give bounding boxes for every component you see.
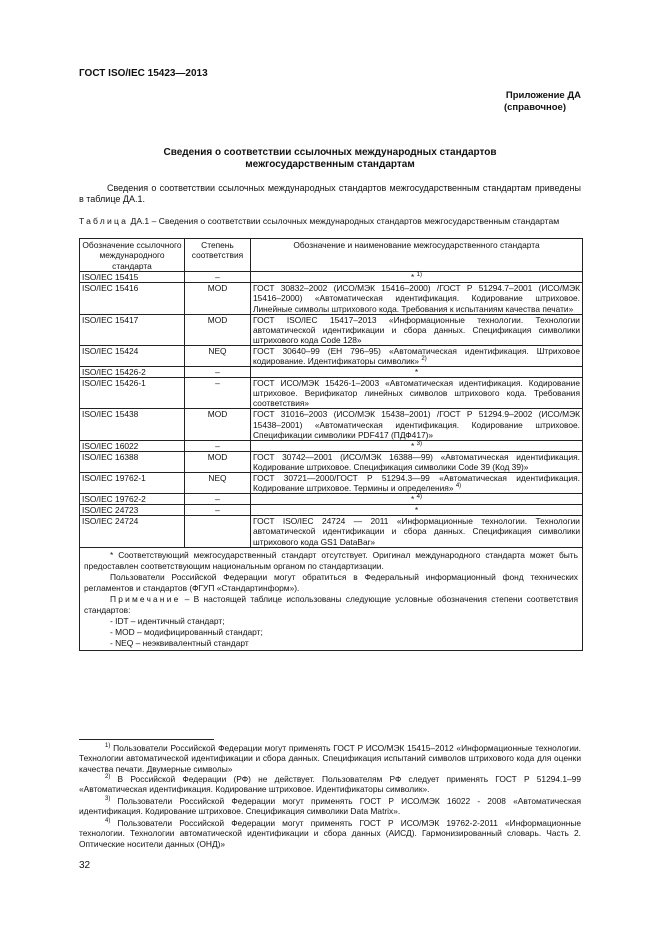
row-reference: ISO/IEC 19762-1 <box>80 473 185 494</box>
section-title-line2: межгосударственным стандартам <box>245 159 415 170</box>
footnote-2 <box>79 774 581 795</box>
note-star: * Соответствующий межгосударственный стандарт отсутствует. Оригинал международного стандарта может быть предоставлен соответствующим национальным органом по стандартизации. <box>84 549 578 571</box>
table-row <box>80 367 583 378</box>
header-reference: Обозначение ссылочного международного стандарта <box>80 239 185 272</box>
row-standard-text: * <box>411 440 415 451</box>
row-degree <box>185 516 251 547</box>
table-header-row <box>80 239 583 272</box>
row-degree: – <box>185 440 251 451</box>
row-standard <box>251 272 583 283</box>
footnote-4-number: 4) <box>105 818 111 824</box>
table-row <box>80 345 583 366</box>
header-standard: Обозначение и наименование межгосударственного стандарта <box>251 239 583 272</box>
row-standard <box>251 505 583 516</box>
note-item-mod: - MOD – модифицированный стандарт; <box>110 626 263 637</box>
footnote-1-number: 1) <box>105 743 111 749</box>
row-degree: NEQ <box>185 345 251 366</box>
row-standard <box>251 494 583 505</box>
footnote-4-text: Пользователи Российской Федерации могут применять ГОСТ Р ИСО/МЭК 19762-2-2011 «Информационные технологии. Технологии автоматической идентификации и сбора данных (АИСД). Гармонизированный словарь. Часть 2. Оптические носители данных (ОНД)» <box>79 818 582 849</box>
row-standard-text: ГОСТ 30742—2001 (ИСО/МЭК 16388—99) «Автоматическая идентификация. Кодирование штриховое. Спецификация символики Code 39 (Код 39)» <box>253 451 580 472</box>
footnote-3-text: Пользователи Российской Федерации могут применять ГОСТ Р ИСО/МЭК 16022 - 2008 «Автоматическая идентификация. Кодирование штриховое. Спецификация символики Data Matrix». <box>79 796 581 817</box>
remark-label: Примечание <box>110 593 181 604</box>
table-row <box>80 409 583 440</box>
correspondence-table <box>79 238 583 651</box>
row-reference: ISO/IEC 16388 <box>80 451 185 472</box>
row-standard <box>251 473 583 494</box>
row-footnote-ref: 3) <box>416 440 422 447</box>
row-reference: ISO/IEC 15415 <box>80 272 185 283</box>
row-reference: ISO/IEC 15438 <box>80 409 185 440</box>
table-row <box>80 283 583 314</box>
note-remark <box>84 594 578 616</box>
footnote-divider <box>79 739 214 740</box>
row-standard <box>251 378 583 409</box>
row-degree: MOD <box>185 283 251 314</box>
row-standard <box>251 345 583 366</box>
row-degree: MOD <box>185 409 251 440</box>
row-reference: ISO/IEC 19762-2 <box>80 494 185 505</box>
row-standard-text: ГОСТ 30721—2000/ГОСТ Р 51294.3—99 «Автоматическая идентификация. Кодирование штриховое. Термины и определения» <box>253 473 580 494</box>
table-notes <box>80 547 583 650</box>
row-reference: ISO/IEC 15426-2 <box>80 367 185 378</box>
header-degree: Степень соответствия <box>185 239 251 272</box>
row-standard <box>251 409 583 440</box>
row-standard <box>251 440 583 451</box>
document-header: ГОСТ ISO/IEC 15423—2013 <box>79 68 208 79</box>
table-notes-row <box>80 547 583 650</box>
table-row <box>80 378 583 409</box>
table-row <box>80 516 583 547</box>
table-row <box>80 314 583 345</box>
note-item-idt: - IDT – идентичный стандарт; <box>110 615 225 626</box>
row-reference: ISO/IEC 16022 <box>80 440 185 451</box>
row-standard-text: * <box>414 505 419 516</box>
row-footnote-ref: 4) <box>455 483 462 490</box>
row-standard <box>251 451 583 472</box>
row-standard-text: ГОСТ 31016–2003 (ИСО/МЭК 15438–2001) /ГОСТ Р 51294.9–2002 (ИСО/МЭК 15438–2001) «Автоматическая идентификация. Кодирование штриховое. Спецификации символики PDF417 (ПДФ417)» <box>253 409 580 440</box>
note-users: Пользователи Российской Федерации могут обратиться в Федеральный информационный фонд технических регламентов и стандартов (ФГУП «Стандартинформ»). <box>84 571 578 593</box>
footnote-3 <box>79 796 581 817</box>
row-footnote-ref: 4) <box>416 494 422 501</box>
table-row <box>80 440 583 451</box>
row-footnote-ref: 2) <box>421 355 427 362</box>
row-degree: MOD <box>185 314 251 345</box>
row-standard <box>251 516 583 547</box>
row-degree: – <box>185 272 251 283</box>
row-standard-text: ГОСТ ISO/IEC 24724 — 2011 «Информационные технологии. Технологии автоматической идентификации и сбора данных. Спецификация символики штрихового кода GS1 DataBar» <box>253 516 580 547</box>
appendix-title: Приложение ДА <box>505 90 581 101</box>
row-standard-text: * <box>414 367 419 378</box>
row-reference: ISO/IEC 24724 <box>80 516 185 547</box>
appendix-type: (справочное) <box>503 102 566 113</box>
row-standard-text: * <box>411 272 415 283</box>
footnote-1 <box>79 743 581 774</box>
section-title-line1: Сведения о соответствии ссылочных международных стандартов <box>163 147 497 158</box>
table-caption-prefix: Таблица <box>79 216 129 226</box>
footnote-3-number: 3) <box>105 796 111 802</box>
row-standard-text: ГОСТ 30640–99 (ЕН 796–95) «Автоматическая идентификация. Штриховое кодирование. Идентификаторы символик» <box>253 345 580 366</box>
row-standard <box>251 283 583 314</box>
table-row <box>80 451 583 472</box>
row-reference: ISO/IEC 15424 <box>80 345 185 366</box>
row-degree: NEQ <box>185 473 251 494</box>
row-standard-text: ГОСТ 30832–2002 (ИСО/МЭК 15416–2000) /ГОСТ Р 51294.7–2001 (ИСО/МЭК 15416–2000) «Автоматическая идентификация. Кодирование штриховое. Линейные символы штрихового кода. Требования к испытаниям качества печати» <box>253 283 580 314</box>
row-degree: – <box>185 367 251 378</box>
row-reference: ISO/IEC 24723 <box>80 505 185 516</box>
row-degree: – <box>185 494 251 505</box>
footnote-2-text: В Российской Федерации (РФ) не действует. Пользователям РФ следует применять ГОСТ Р 51294.1–99 «Автоматическая идентификация. Кодирование штриховое. Идентификаторы символик». <box>79 774 581 795</box>
row-standard-text: ГОСТ ISO/IEC 15417–2013 «Информационные технологии. Технологии автоматической идентификации и сбора данных. Спецификация символики штрихового кода Code 128» <box>253 314 580 345</box>
row-degree: – <box>185 378 251 409</box>
row-standard-text: ГОСТ ИСО/МЭК 15426-1–2003 «Автоматическая идентификация. Кодирование штриховое. Верификатор линейных символов штрихового кода. Требования соответствия» <box>253 378 580 409</box>
intro-paragraph: Сведения о соответствии ссылочных международных стандартов межгосударственным стандартам приведены в таблице ДА.1. <box>79 183 581 204</box>
table-row <box>80 494 583 505</box>
table-row <box>80 473 583 494</box>
row-reference: ISO/IEC 15426-1 <box>80 378 185 409</box>
footnote-4 <box>79 818 581 849</box>
row-reference: ISO/IEC 15417 <box>80 314 185 345</box>
row-standard-text: * <box>411 494 415 505</box>
page-number: 32 <box>79 860 91 871</box>
row-standard <box>251 367 583 378</box>
table-row <box>80 505 583 516</box>
row-standard <box>251 314 583 345</box>
table-caption-text: ДА.1 – Сведения о соответствии ссылочных международных стандартов межгосударственным стандартам <box>128 216 560 226</box>
table-row <box>80 272 583 283</box>
note-item-neq: - NEQ – неэквивалентный стандарт <box>110 637 249 648</box>
row-degree: – <box>185 505 251 516</box>
row-degree: MOD <box>185 451 251 472</box>
row-reference: ISO/IEC 15416 <box>80 283 185 314</box>
row-footnote-ref: 1) <box>416 272 422 279</box>
remark-text: – В настоящей таблице использованы следующие условные обозначения степени соответствия стандартов: <box>84 593 578 615</box>
table-caption <box>79 216 581 227</box>
footnote-1-text: Пользователи Российской Федерации могут применять ГОСТ Р ИСО/МЭК 15415–2012 «Информационные технологии. Технологии автоматической идентификации и сбора данных. Спецификация испытаний символов штрихового кода для оценки качества печати. Двумерные символы» <box>79 743 581 774</box>
footnote-2-number: 2) <box>105 774 111 780</box>
